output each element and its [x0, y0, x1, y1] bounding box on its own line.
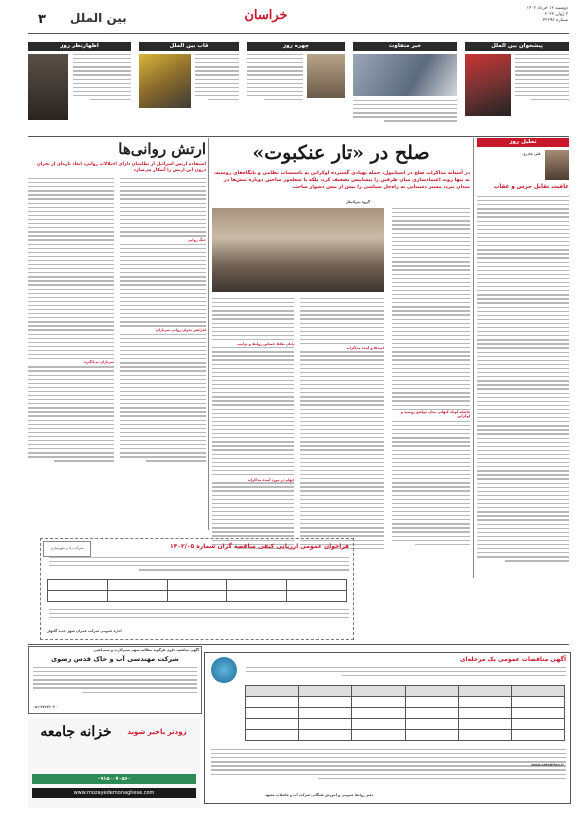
- side-subhead-2: افزایش بحران روانی سربازان: [120, 328, 206, 332]
- side-subhead-1: جنگ روانی: [120, 238, 206, 242]
- issue-number: شماره ۴۲۶۹۸: [542, 18, 568, 23]
- main-lead: در آستانه مذاکرات صلح در استانبول، حمله پهپادی گسترده اوکراین به تاسیسات نظامی و پایگاه‌های روسیه، نه تنها روند اعتمادسازی میان طرفین را پیشاپیش تضعیف کرد، بلکه با شعله‌ور ساختن دوباره تنش‌ها در میدان نبرد، مسیر دستیابی به راه‌حل سیاسی را بیش از پیش دشوار ساخت: [213, 170, 470, 190]
- header: [0, 0, 577, 40]
- divider-vertical: [473, 138, 474, 578]
- divider-vertical: [208, 138, 209, 530]
- main-subhead-4: فاصله کوتاه کیهانی میان مواضع روسیه و اوکراین: [392, 410, 470, 419]
- ad1-notes: [49, 609, 349, 627]
- divider-horizontal: [28, 136, 569, 137]
- ad2-footer: دفتر روابط عمومی و آموزش همگانی شرکت آب و فاضلاب مشهد: [265, 793, 374, 797]
- ad2-table: [245, 685, 565, 741]
- ad2-notes: [211, 749, 566, 789]
- strip-col-news: [353, 42, 457, 134]
- main-byline: گروه بین‌الملل: [345, 200, 370, 204]
- ad3-top: آگهی مناقصه حاوی هرگونه مطالبه مبهم سیم‌کارت و سیم‌کشی: [93, 648, 199, 652]
- main-subhead-3: ابهام در مورد آینده مذاکرات: [212, 478, 294, 482]
- frame-photo: [139, 54, 191, 108]
- strip-col-pishkhan: [465, 42, 569, 134]
- ad1-text: [49, 557, 349, 577]
- opinion-photo: [28, 54, 68, 120]
- header-dateline: [468, 6, 568, 24]
- author-name: علی قادری: [522, 152, 541, 156]
- strip-label: خبر متفاوت: [353, 42, 457, 51]
- side-lead: استفاده ارتش اسرائیل از نظامیان دارای اختلالات روانی، ابعاد تازه‌ای از بحران درون این ارتش را آشکار می‌سازد: [36, 162, 206, 173]
- main-subhead-1: پایان نقاط حساس روابط و ترامپ: [212, 342, 294, 346]
- ad2-text: [246, 667, 566, 681]
- ad4-phone-bar: [32, 774, 196, 784]
- strip-text: [247, 54, 303, 132]
- main-headline: صلح در «تار عنکبوت»: [252, 142, 430, 164]
- ad1-table: [47, 579, 347, 602]
- strip-text: [515, 54, 569, 132]
- strip-label: اظهارنظر روز: [28, 42, 131, 51]
- main-story: [212, 138, 470, 578]
- analysis-column: [477, 138, 569, 578]
- ad4-phone: ۰۹۱۵۰۰۷۰۵۶۰: [97, 776, 131, 782]
- main-subhead-2: امیدها و آینده مذاکرات: [300, 346, 384, 350]
- ad3-text: [33, 667, 197, 703]
- author-photo: [545, 150, 569, 180]
- main-photo-conference: [212, 208, 384, 292]
- side-subhead-3: سربازان بی‌انگیزه: [28, 360, 114, 364]
- ad1-footer: اداره عمومی شرکت عمران شهر جدید گلبهار: [47, 629, 122, 633]
- date-persian: دوشنبه ۱۲ خرداد ۱۴۰۲: [526, 6, 568, 11]
- ad3-phone: ۰۵۱-۳۷۶۴۶۰۳۰: [33, 705, 58, 709]
- section-title: بین الملل: [70, 11, 127, 25]
- face-photo: [307, 54, 345, 98]
- strip-col-frame: [139, 42, 239, 134]
- ad4-logo: خزانه جامعه: [40, 724, 112, 740]
- ad4-tagline: زودتر باخبر شوید: [127, 728, 187, 736]
- strip-label: قاب بین الملل: [139, 42, 239, 51]
- strip-label: چهره روز: [247, 42, 345, 51]
- main-body-1: [392, 208, 470, 568]
- strip-label: پیشخوان بین الملل: [465, 42, 569, 51]
- page-number: ۳: [38, 12, 46, 27]
- side-story: [28, 138, 206, 538]
- header-rule: [28, 33, 569, 34]
- ad3-company: شرکت مهندسی آب و خاک قدس رضوی: [51, 655, 179, 663]
- ad2-title: آگهی مناقصات عمومی یک مرحله‌ای: [460, 656, 566, 663]
- ad-tender-1: [40, 538, 354, 640]
- magazine-cover-image: [465, 54, 511, 116]
- ad-engineering: [28, 646, 202, 714]
- strip-text: [353, 100, 457, 132]
- ad4-website[interactable]: www.mozayedemonaghese.com: [73, 790, 155, 796]
- ad1-title: فراخوان عمومی ارزیابی کیفی مناقصه گران شماره ۱۴۰۲/۰۵: [169, 543, 349, 550]
- divider-horizontal: [28, 644, 569, 645]
- ad2-website[interactable]: www.setadiran.ir: [531, 763, 564, 767]
- side-body-2: [28, 178, 114, 478]
- side-headline: ارتش روانی‌ها: [118, 140, 206, 158]
- ad2-logo: [211, 657, 237, 683]
- top-strip: [28, 42, 569, 134]
- analysis-body: [477, 196, 569, 576]
- ad-tender-2: [204, 652, 571, 804]
- brand-logo: خراسان: [244, 8, 288, 23]
- main-body-3: [212, 298, 294, 568]
- ad4-website-bar[interactable]: [32, 788, 196, 798]
- ad-auction: [28, 718, 200, 808]
- strip-col-opinion: [28, 42, 131, 134]
- main-body-2: [300, 298, 384, 568]
- ad1-company: شرکت زاد و شهرسازی: [50, 546, 84, 550]
- strip-col-face: [247, 42, 345, 134]
- news-photo: [353, 54, 457, 96]
- strip-text: [73, 54, 131, 132]
- analysis-headline: عاقبت تقابل خرس و عقاب: [493, 184, 569, 190]
- analysis-label: تحلیل روز: [477, 138, 569, 147]
- strip-text: [195, 54, 239, 132]
- ad1-company-logo: [43, 541, 91, 557]
- date-gregorian: ۲ ژوئن ۲۰۲۳: [544, 12, 568, 17]
